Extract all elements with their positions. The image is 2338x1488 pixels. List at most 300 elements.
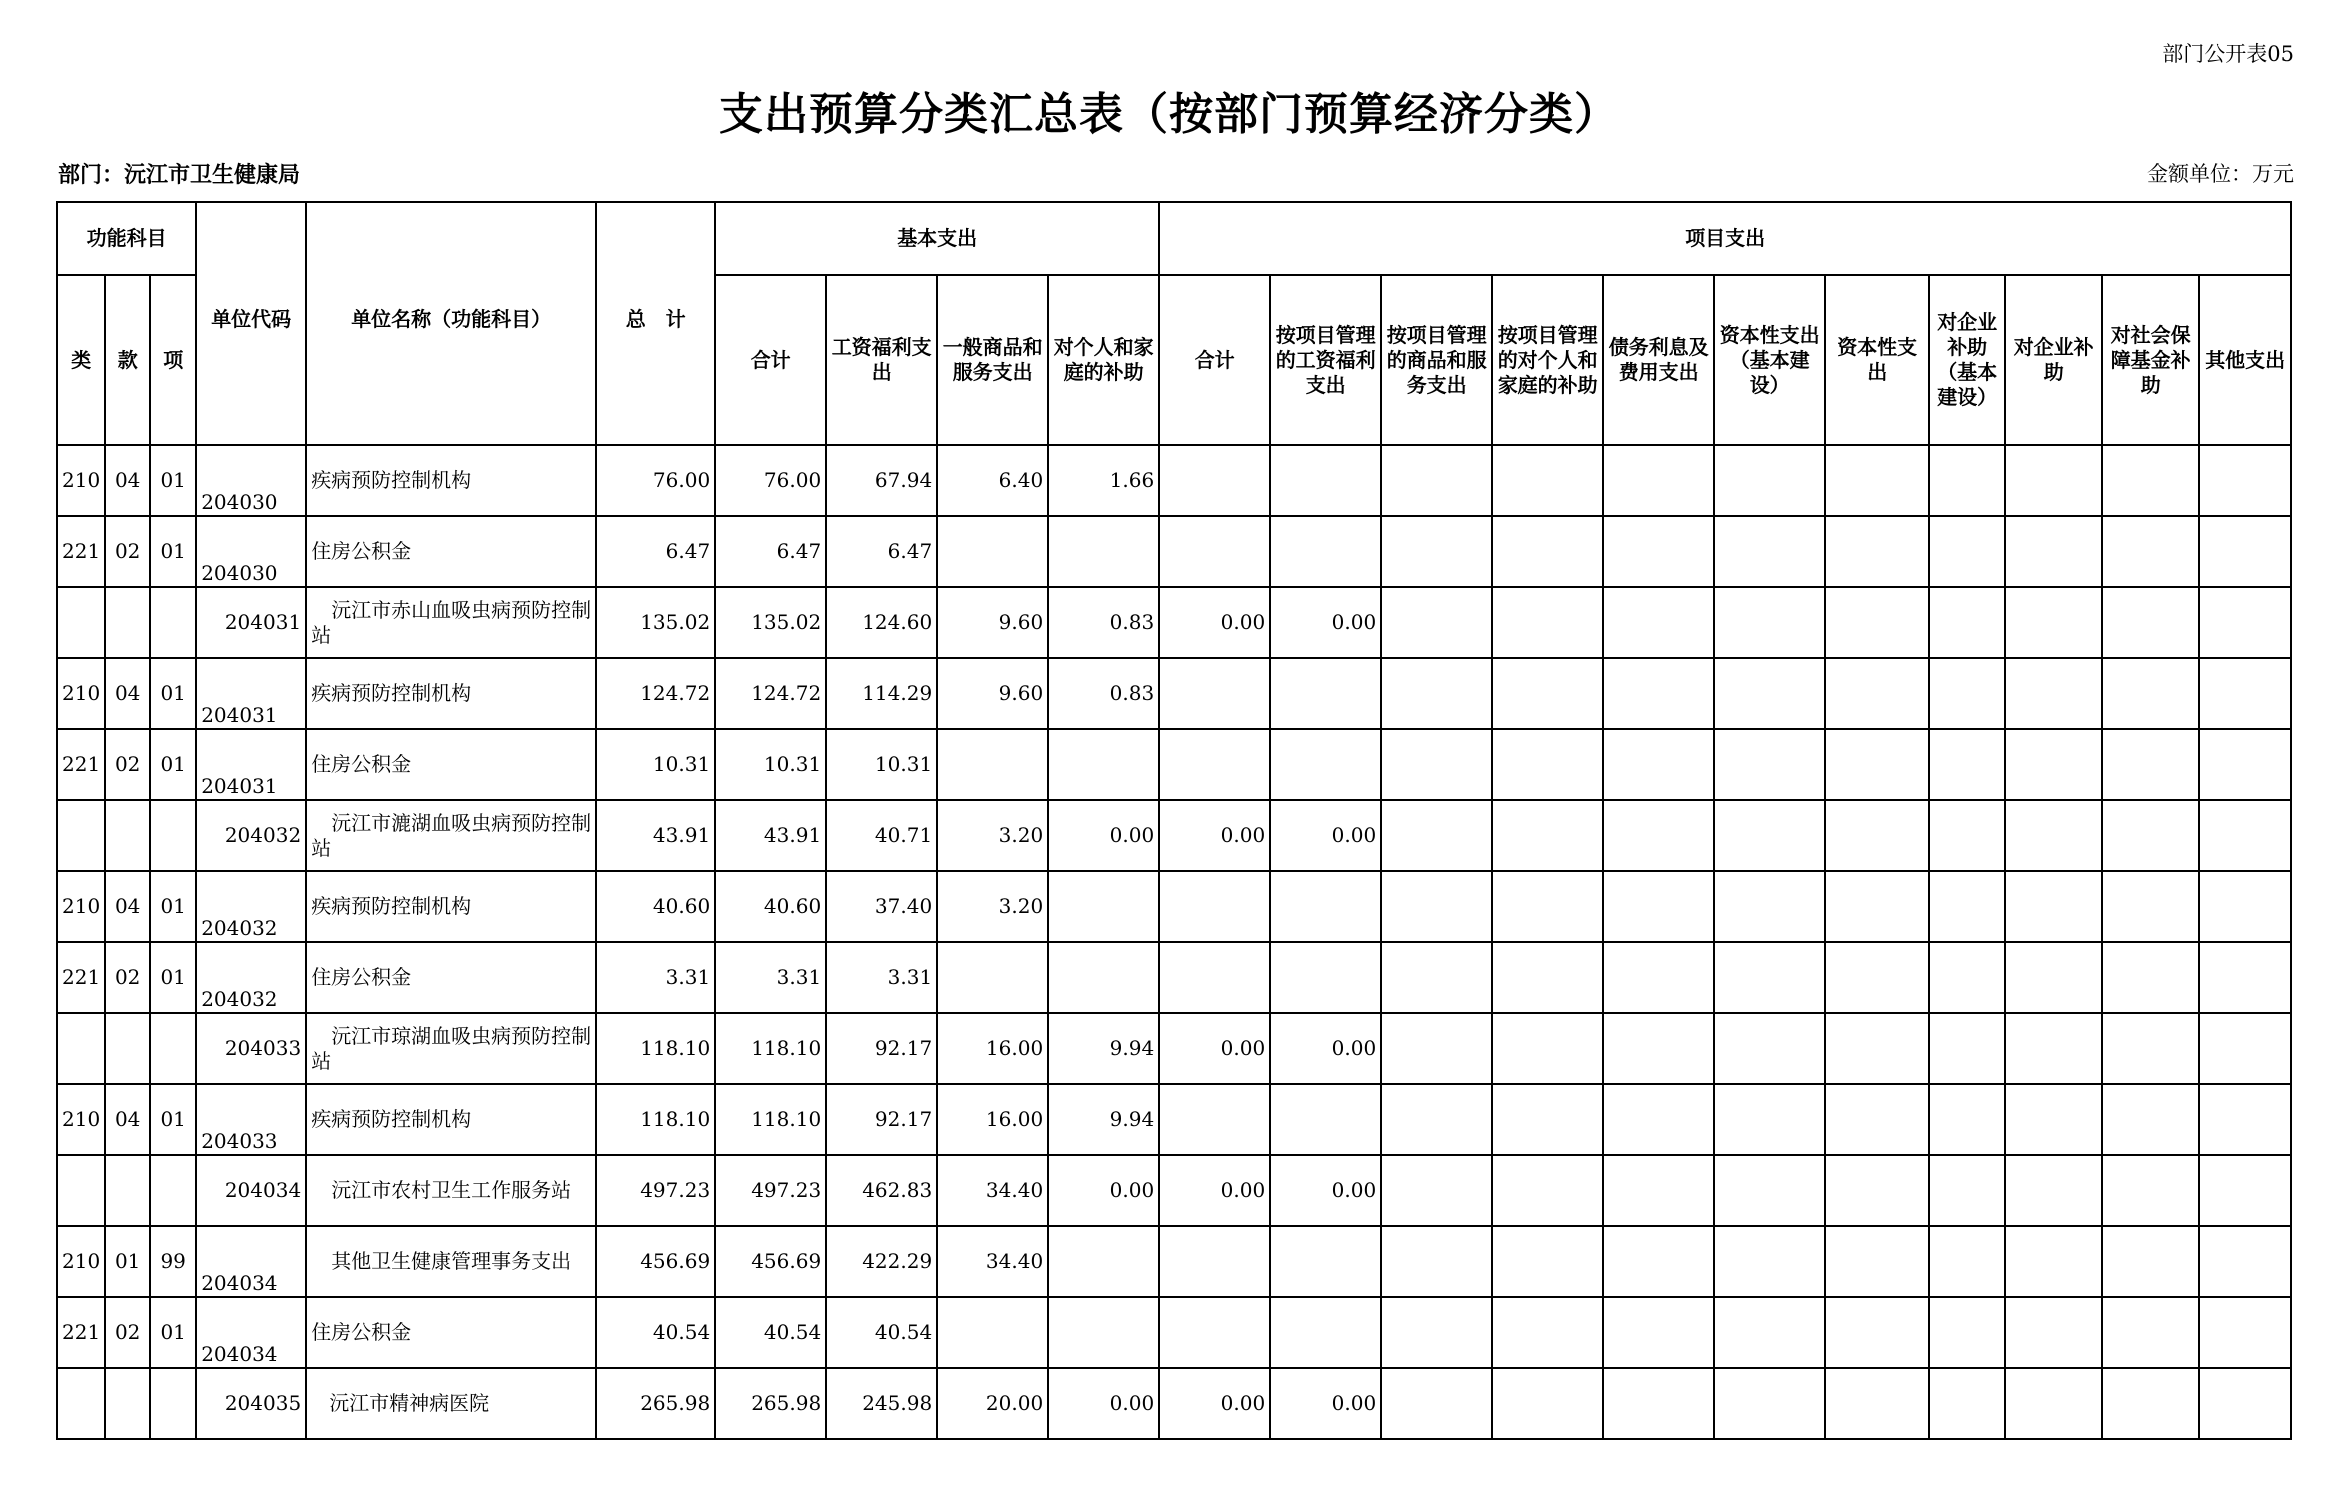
unit-name-cell: 住房公积金 [306, 516, 596, 587]
amount-cell [1159, 445, 1270, 516]
amount-cell: 0.00 [1159, 587, 1270, 658]
unit-code-cell: 204032 [196, 942, 306, 1013]
empty-cell [1929, 445, 2005, 516]
project-col-header: 按项目管理的对个人和家庭的补助 [1492, 275, 1603, 445]
basic-expense-header: 基本支出 [715, 202, 1159, 275]
amount-cell: 40.60 [596, 871, 715, 942]
amount-cell: 3.31 [826, 942, 937, 1013]
empty-cell [1603, 587, 1714, 658]
empty-cell [1825, 1226, 1929, 1297]
func-code-cell: 01 [150, 516, 196, 587]
empty-cell [1825, 942, 1929, 1013]
unit-name-cell: 住房公积金 [306, 942, 596, 1013]
empty-cell [2199, 516, 2291, 587]
table-row [57, 516, 2291, 587]
amount-cell: 265.98 [715, 1368, 826, 1439]
empty-cell [2102, 658, 2199, 729]
project-col-header: 合计 [1159, 275, 1270, 445]
empty-cell [1492, 658, 1603, 729]
amount-cell: 20.00 [937, 1368, 1048, 1439]
unit-code-cell: 204031 [196, 587, 306, 658]
table-body [57, 445, 2291, 1439]
unit-name-cell: 疾病预防控制机构 [306, 871, 596, 942]
func-code-cell: 210 [57, 658, 105, 729]
amount-cell [1048, 1297, 1159, 1368]
empty-cell [1825, 729, 1929, 800]
empty-cell [1381, 1084, 1492, 1155]
empty-cell [2199, 587, 2291, 658]
empty-cell [1714, 1155, 1825, 1226]
empty-cell [1714, 516, 1825, 587]
empty-cell [1492, 1155, 1603, 1226]
unit-code-cell: 204032 [196, 871, 306, 942]
func-code-cell: 01 [150, 1297, 196, 1368]
amount-cell: 124.72 [715, 658, 826, 729]
empty-cell [1825, 1013, 1929, 1084]
empty-cell [1603, 658, 1714, 729]
amount-cell [1159, 516, 1270, 587]
unit-code-cell: 204034 [196, 1226, 306, 1297]
amount-cell: 118.10 [596, 1013, 715, 1084]
empty-cell [1492, 1297, 1603, 1368]
table-row [57, 871, 2291, 942]
func-code-cell [150, 1368, 196, 1439]
amount-cell: 124.72 [596, 658, 715, 729]
basic-col-header: 对个人和家庭的补助 [1048, 275, 1159, 445]
amount-cell: 9.94 [1048, 1013, 1159, 1084]
empty-cell [1714, 658, 1825, 729]
empty-cell [2102, 729, 2199, 800]
unit-code-cell: 204031 [196, 729, 306, 800]
table-row [57, 445, 2291, 516]
empty-cell [2102, 587, 2199, 658]
empty-cell [2005, 1297, 2102, 1368]
empty-cell [1492, 871, 1603, 942]
empty-cell [1381, 729, 1492, 800]
amount-cell [1270, 1084, 1381, 1155]
empty-cell [1381, 1013, 1492, 1084]
func-code-cell: 04 [105, 871, 150, 942]
amount-cell [1159, 658, 1270, 729]
amount-cell [1159, 1084, 1270, 1155]
func-code-cell: 01 [105, 1226, 150, 1297]
unit-code-cell: 204035 [196, 1368, 306, 1439]
empty-cell [1929, 800, 2005, 871]
amount-cell [937, 942, 1048, 1013]
amount-cell: 92.17 [826, 1013, 937, 1084]
empty-cell [2199, 658, 2291, 729]
amount-cell: 6.40 [937, 445, 1048, 516]
amount-cell [1048, 729, 1159, 800]
table-row [57, 1013, 2291, 1084]
kuan-header: 款 [105, 275, 150, 445]
amount-cell: 40.60 [715, 871, 826, 942]
amount-cell: 0.00 [1270, 587, 1381, 658]
amount-cell: 135.02 [596, 587, 715, 658]
empty-cell [1825, 587, 1929, 658]
empty-cell [1714, 1297, 1825, 1368]
amount-cell: 245.98 [826, 1368, 937, 1439]
unit-name-cell: 疾病预防控制机构 [306, 658, 596, 729]
empty-cell [2102, 1155, 2199, 1226]
func-code-cell [57, 1368, 105, 1439]
empty-cell [1825, 1368, 1929, 1439]
amount-cell: 114.29 [826, 658, 937, 729]
table-row [57, 1084, 2291, 1155]
func-code-cell: 02 [105, 942, 150, 1013]
empty-cell [1714, 729, 1825, 800]
empty-cell [1825, 1084, 1929, 1155]
unit-name-cell: 疾病预防控制机构 [306, 445, 596, 516]
amount-cell: 265.98 [596, 1368, 715, 1439]
empty-cell [1929, 942, 2005, 1013]
unit-name-cell: 住房公积金 [306, 1297, 596, 1368]
basic-col-header: 合计 [715, 275, 826, 445]
amount-cell [1270, 1226, 1381, 1297]
table-row [57, 729, 2291, 800]
func-code-cell [57, 1013, 105, 1084]
empty-cell [1714, 1226, 1825, 1297]
empty-cell [1714, 587, 1825, 658]
empty-cell [1603, 1155, 1714, 1226]
empty-cell [2102, 1297, 2199, 1368]
empty-cell [1492, 1013, 1603, 1084]
empty-cell [2102, 516, 2199, 587]
empty-cell [2102, 942, 2199, 1013]
unit-name-cell: 沅江市农村卫生工作服务站 [306, 1155, 596, 1226]
func-code-cell: 04 [105, 445, 150, 516]
empty-cell [1492, 587, 1603, 658]
table-row [57, 587, 2291, 658]
amount-cell: 0.83 [1048, 587, 1159, 658]
empty-cell [1603, 800, 1714, 871]
empty-cell [2199, 1155, 2291, 1226]
amount-cell: 10.31 [826, 729, 937, 800]
func-code-cell [105, 1155, 150, 1226]
func-code-cell: 04 [105, 658, 150, 729]
amount-cell [1159, 871, 1270, 942]
amount-cell: 40.71 [826, 800, 937, 871]
page-title: 支出预算分类汇总表（按部门预算经济分类） [719, 89, 1619, 140]
empty-cell [1714, 1013, 1825, 1084]
table-row [57, 1226, 2291, 1297]
empty-cell [2005, 445, 2102, 516]
empty-cell [1492, 1226, 1603, 1297]
empty-cell [1929, 587, 2005, 658]
amount-cell [1048, 516, 1159, 587]
empty-cell [1381, 871, 1492, 942]
lei-header: 类 [57, 275, 105, 445]
empty-cell [2005, 1013, 2102, 1084]
amount-cell: 16.00 [937, 1084, 1048, 1155]
amount-cell [1048, 1226, 1159, 1297]
empty-cell [2102, 445, 2199, 516]
func-code-cell: 01 [150, 871, 196, 942]
basic-col-header: 一般商品和服务支出 [937, 275, 1048, 445]
empty-cell [1825, 516, 1929, 587]
func-code-cell: 02 [105, 516, 150, 587]
empty-cell [2199, 871, 2291, 942]
empty-cell [1929, 658, 2005, 729]
amount-cell [1270, 729, 1381, 800]
unit-name-cell: 住房公积金 [306, 729, 596, 800]
empty-cell [2005, 658, 2102, 729]
amount-cell: 34.40 [937, 1226, 1048, 1297]
amount-cell: 462.83 [826, 1155, 937, 1226]
unit-name-cell: 其他卫生健康管理事务支出 [306, 1226, 596, 1297]
amount-cell [1159, 1297, 1270, 1368]
func-code-cell: 221 [57, 1297, 105, 1368]
empty-cell [2199, 1013, 2291, 1084]
amount-cell [1270, 445, 1381, 516]
empty-cell [2102, 1084, 2199, 1155]
empty-cell [2199, 1368, 2291, 1439]
amount-cell: 0.00 [1159, 800, 1270, 871]
unit-code-cell: 204033 [196, 1084, 306, 1155]
amount-cell: 76.00 [596, 445, 715, 516]
amount-cell: 34.40 [937, 1155, 1048, 1226]
empty-cell [2005, 1226, 2102, 1297]
amount-cell [937, 1297, 1048, 1368]
func-code-cell [105, 1368, 150, 1439]
empty-cell [2102, 871, 2199, 942]
amount-cell: 40.54 [826, 1297, 937, 1368]
amount-cell [1159, 942, 1270, 1013]
amount-cell: 0.00 [1270, 1368, 1381, 1439]
func-code-cell: 01 [150, 1084, 196, 1155]
unit-code-cell: 204030 [196, 445, 306, 516]
func-code-cell: 210 [57, 1226, 105, 1297]
empty-cell [1381, 1226, 1492, 1297]
func-code-cell: 02 [105, 1297, 150, 1368]
empty-cell [1492, 800, 1603, 871]
empty-cell [2199, 1084, 2291, 1155]
amount-cell: 40.54 [715, 1297, 826, 1368]
unit-label: 金额单位：万元 [2147, 162, 2294, 186]
empty-cell [1381, 800, 1492, 871]
project-col-header: 其他支出 [2199, 275, 2291, 445]
func-code-cell: 221 [57, 729, 105, 800]
amount-cell: 43.91 [715, 800, 826, 871]
empty-cell [1603, 445, 1714, 516]
empty-cell [1492, 729, 1603, 800]
empty-cell [2199, 445, 2291, 516]
table-row [57, 800, 2291, 871]
amount-cell [937, 516, 1048, 587]
amount-cell: 37.40 [826, 871, 937, 942]
amount-cell [1270, 1297, 1381, 1368]
empty-cell [2005, 800, 2102, 871]
amount-cell: 92.17 [826, 1084, 937, 1155]
empty-cell [1603, 729, 1714, 800]
func-code-cell: 99 [150, 1226, 196, 1297]
empty-cell [1492, 445, 1603, 516]
empty-cell [2005, 1084, 2102, 1155]
empty-cell [1714, 445, 1825, 516]
table-row [57, 1155, 2291, 1226]
empty-cell [2199, 729, 2291, 800]
amount-cell [1159, 729, 1270, 800]
func-code-cell [57, 587, 105, 658]
empty-cell [1381, 445, 1492, 516]
empty-cell [1381, 1368, 1492, 1439]
empty-cell [1825, 800, 1929, 871]
unit-name-cell: 沅江市精神病医院 [306, 1368, 596, 1439]
empty-cell [2005, 587, 2102, 658]
empty-cell [1492, 516, 1603, 587]
table-row [57, 1297, 2291, 1368]
unit-code-cell: 204030 [196, 516, 306, 587]
amount-cell: 16.00 [937, 1013, 1048, 1084]
func-code-cell [150, 800, 196, 871]
empty-cell [1929, 871, 2005, 942]
amount-cell: 6.47 [715, 516, 826, 587]
func-code-cell: 221 [57, 516, 105, 587]
amount-cell [1048, 942, 1159, 1013]
amount-cell: 0.00 [1270, 1155, 1381, 1226]
amount-cell: 10.31 [596, 729, 715, 800]
amount-cell [1159, 1226, 1270, 1297]
empty-cell [1714, 871, 1825, 942]
func-code-cell [150, 587, 196, 658]
basic-col-header: 工资福利支出 [826, 275, 937, 445]
empty-cell [2102, 1226, 2199, 1297]
amount-cell [1270, 942, 1381, 1013]
empty-cell [1825, 658, 1929, 729]
empty-cell [1929, 729, 2005, 800]
project-col-header: 按项目管理的工资福利支出 [1270, 275, 1381, 445]
func-code-cell: 01 [150, 445, 196, 516]
amount-cell [1270, 871, 1381, 942]
empty-cell [2005, 871, 2102, 942]
empty-cell [2005, 516, 2102, 587]
empty-cell [1603, 1297, 1714, 1368]
project-col-header: 对企业补助 [2005, 275, 2102, 445]
project-col-header: 对企业补助（基本建设） [1929, 275, 2005, 445]
empty-cell [2005, 1368, 2102, 1439]
unit-name-cell: 沅江市赤山血吸虫病预防控制站 [306, 587, 596, 658]
amount-cell: 456.69 [596, 1226, 715, 1297]
amount-cell: 9.60 [937, 587, 1048, 658]
empty-cell [1929, 1155, 2005, 1226]
amount-cell: 1.66 [1048, 445, 1159, 516]
empty-cell [1492, 1084, 1603, 1155]
func-code-cell: 210 [57, 1084, 105, 1155]
amount-cell: 497.23 [715, 1155, 826, 1226]
amount-cell [1048, 871, 1159, 942]
empty-cell [2005, 729, 2102, 800]
empty-cell [1603, 1368, 1714, 1439]
func-code-cell [105, 800, 150, 871]
empty-cell [1825, 1297, 1929, 1368]
amount-cell: 0.83 [1048, 658, 1159, 729]
empty-cell [1714, 1368, 1825, 1439]
func-code-cell [150, 1155, 196, 1226]
amount-cell: 3.20 [937, 800, 1048, 871]
empty-cell [1714, 1084, 1825, 1155]
unit-name-cell: 疾病预防控制机构 [306, 1084, 596, 1155]
amount-cell: 0.00 [1270, 800, 1381, 871]
table-row [57, 1368, 2291, 1439]
empty-cell [2199, 1226, 2291, 1297]
amount-cell: 0.00 [1159, 1013, 1270, 1084]
unit-code-cell: 204032 [196, 800, 306, 871]
unit-code-cell: 204034 [196, 1297, 306, 1368]
empty-cell [2005, 942, 2102, 1013]
unit-name-cell: 沅江市漉湖血吸虫病预防控制站 [306, 800, 596, 871]
amount-cell: 118.10 [715, 1013, 826, 1084]
unit-name-cell: 沅江市琼湖血吸虫病预防控制站 [306, 1013, 596, 1084]
func-code-cell: 01 [150, 658, 196, 729]
table-row [57, 658, 2291, 729]
amount-cell [937, 729, 1048, 800]
empty-cell [1381, 1155, 1492, 1226]
amount-cell: 497.23 [596, 1155, 715, 1226]
amount-cell: 40.54 [596, 1297, 715, 1368]
amount-cell [1270, 658, 1381, 729]
empty-cell [1381, 658, 1492, 729]
amount-cell: 67.94 [826, 445, 937, 516]
project-col-header: 债务利息及费用支出 [1603, 275, 1714, 445]
doc-id: 部门公开表05 [2162, 42, 2294, 66]
empty-cell [1603, 1226, 1714, 1297]
amount-cell: 6.47 [596, 516, 715, 587]
amount-cell: 0.00 [1048, 1155, 1159, 1226]
func-code-cell [105, 1013, 150, 1084]
amount-cell: 0.00 [1270, 1013, 1381, 1084]
func-code-cell: 210 [57, 445, 105, 516]
department-label: 部门：沅江市卫生健康局 [58, 162, 301, 188]
amount-cell: 0.00 [1048, 800, 1159, 871]
func-code-cell [105, 587, 150, 658]
amount-cell: 0.00 [1159, 1368, 1270, 1439]
amount-cell: 9.60 [937, 658, 1048, 729]
empty-cell [1714, 942, 1825, 1013]
empty-cell [1381, 942, 1492, 1013]
empty-cell [1492, 942, 1603, 1013]
amount-cell: 9.94 [1048, 1084, 1159, 1155]
amount-cell: 118.10 [715, 1084, 826, 1155]
unit-code-cell: 204031 [196, 658, 306, 729]
empty-cell [1492, 1368, 1603, 1439]
empty-cell [1381, 587, 1492, 658]
table-row [57, 942, 2291, 1013]
amount-cell: 3.20 [937, 871, 1048, 942]
empty-cell [1714, 800, 1825, 871]
empty-cell [2199, 800, 2291, 871]
amount-cell: 0.00 [1048, 1368, 1159, 1439]
unit-name-header: 单位名称（功能科目） [306, 202, 596, 445]
amount-cell: 43.91 [596, 800, 715, 871]
amount-cell [1270, 516, 1381, 587]
empty-cell [1825, 1155, 1929, 1226]
empty-cell [2005, 1155, 2102, 1226]
empty-cell [1603, 871, 1714, 942]
amount-cell: 3.31 [596, 942, 715, 1013]
empty-cell [1825, 445, 1929, 516]
empty-cell [1381, 1297, 1492, 1368]
amount-cell: 10.31 [715, 729, 826, 800]
func-code-cell [150, 1013, 196, 1084]
func-code-cell: 210 [57, 871, 105, 942]
total-header: 总 计 [596, 202, 715, 445]
project-col-header: 资本性支出（基本建设） [1714, 275, 1825, 445]
xiang-header: 项 [150, 275, 196, 445]
func-code-cell: 01 [150, 729, 196, 800]
amount-cell: 456.69 [715, 1226, 826, 1297]
amount-cell: 6.47 [826, 516, 937, 587]
project-expense-header: 项目支出 [1159, 202, 2291, 275]
